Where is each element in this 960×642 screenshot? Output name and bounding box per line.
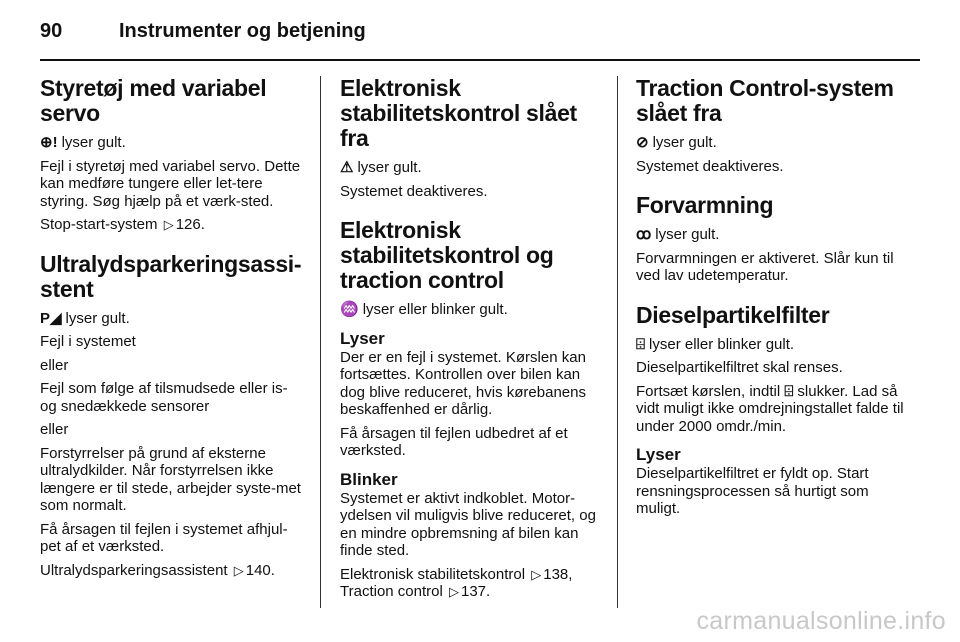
page-header	[40, 12, 920, 62]
paragraph: Få årsagen til fejlen udbedret af et værksted.	[340, 424, 568, 459]
paragraph: Dieselpartikelfiltret skal renses.	[636, 359, 843, 376]
section-title-esc-off: Elektronisk stabilitetskontrol slået fra	[340, 75, 577, 151]
paragraph: Systemet er aktivt indkoblet. Motor-ydelsen vil muligvis blive reduceret, og en mindre opbremsning af bilen kan finde sted.	[340, 489, 596, 559]
subheading-blinker: Blinker	[340, 469, 398, 489]
particle-filter-icon: ⌹	[636, 335, 646, 353]
chapter-title: Instrumenter og betjening	[119, 20, 366, 42]
arrow-right-icon: ▷	[531, 566, 542, 582]
esc-off-icon: ⚠	[340, 159, 354, 176]
paragraph: Fejl i systemet	[40, 333, 136, 350]
steering-warning-icon: ⊕!	[40, 134, 58, 151]
section-title-dpf: Dieselpartikelfilter	[636, 301, 830, 328]
subheading-lyser: Lyser	[636, 445, 681, 464]
section-title-preheat: Forvarmning	[636, 192, 774, 218]
paragraph: Dieselpartikelfiltret er fyldt op. Start rensningsprocessen så hurtigt som muligt.	[636, 465, 869, 517]
warning-line: ⊘ lyser gult.	[636, 134, 717, 151]
warning-line: ⚠ lyser gult.	[340, 159, 422, 176]
column-1	[40, 76, 308, 585]
column-divider	[617, 76, 618, 608]
watermark: carmanualsonline.info	[696, 607, 946, 635]
warning-line: ⌹ lyser eller blinker gult.	[636, 335, 795, 353]
paragraph: Fejl som følge af tilsmudsede eller is- og snedækkede sensorer	[40, 380, 288, 415]
column-divider	[320, 76, 321, 608]
paragraph: Forvarmningen er aktiveret. Slår kun til ved lav udetemperatur.	[636, 249, 894, 284]
paragraph: eller	[40, 356, 69, 374]
section-title-parking-assist: Ultralydsparkeringsassi-stent	[40, 250, 302, 302]
tc-off-icon: ⊘	[636, 134, 649, 151]
column-2	[340, 76, 608, 607]
arrow-right-icon: ▷	[163, 217, 174, 232]
paragraph: Systemet deaktiveres.	[636, 157, 784, 175]
paragraph: Få årsagen til fejlen i systemet afhjul-pet af et værksted.	[40, 520, 288, 555]
paragraph: Fortsæt kørslen, indtil ⌹ slukker. Lad så vidt muligt ikke omdrejningstallet falde til under 2000 omdr./min.	[636, 382, 904, 435]
warning-line: ꝏ lyser gult.	[636, 226, 720, 243]
paragraph: Forstyrrelser på grund af eksterne ultralydkilder. Når forstyrrelsen ikke længere er til stede, arbejder syste-met som normalt.	[40, 444, 301, 514]
parking-assist-icon: P◢	[40, 309, 62, 327]
glow-plug-icon: ꝏ	[636, 226, 652, 243]
page-number: 90	[40, 20, 63, 42]
section-title-tc-off: Traction Control-system slået fra	[636, 75, 894, 126]
arrow-right-icon: ▷	[233, 562, 244, 578]
paragraph: Der er en fejl i systemet. Kørslen kan fortsættes. Kontrollen over bilen kan dog blive reduceret, hvis kørebanens beskaffenhed er dårlig.	[340, 348, 586, 418]
section-title-esc-tc: Elektronisk stabilitetskontrol og traction control	[340, 217, 554, 293]
subheading-lyser: Lyser	[340, 328, 385, 348]
esc-skid-icon: ♒	[340, 301, 359, 318]
arrow-right-icon: ▷	[449, 584, 459, 599]
particle-filter-icon: ⌹	[784, 382, 794, 400]
section-title-power-steering: Styretøj med variabel servo	[40, 75, 267, 126]
warning-line: ⊕! lyser gult.	[40, 134, 126, 151]
cross-reference: Elektronisk stabilitetskontrol ▷ 138, Traction control ▷ 137.	[340, 565, 573, 600]
paragraph: Fejl i styretøj med variabel servo. Dette kan medføre tungere eller let-tere styring. Søg hjælp på et værk-sted.	[40, 157, 301, 210]
header-rule	[40, 59, 920, 61]
paragraph: eller	[40, 421, 69, 438]
warning-line: P◢ lyser gult.	[40, 309, 130, 327]
cross-reference: Ultralydsparkeringsassistent ▷ 140.	[40, 561, 275, 579]
paragraph: Systemet deaktiveres.	[340, 182, 488, 200]
warning-line: ♒ lyser eller blinker gult.	[340, 301, 508, 318]
column-3	[636, 76, 904, 524]
cross-reference: Stop-start-system ▷ 126.	[40, 216, 205, 233]
